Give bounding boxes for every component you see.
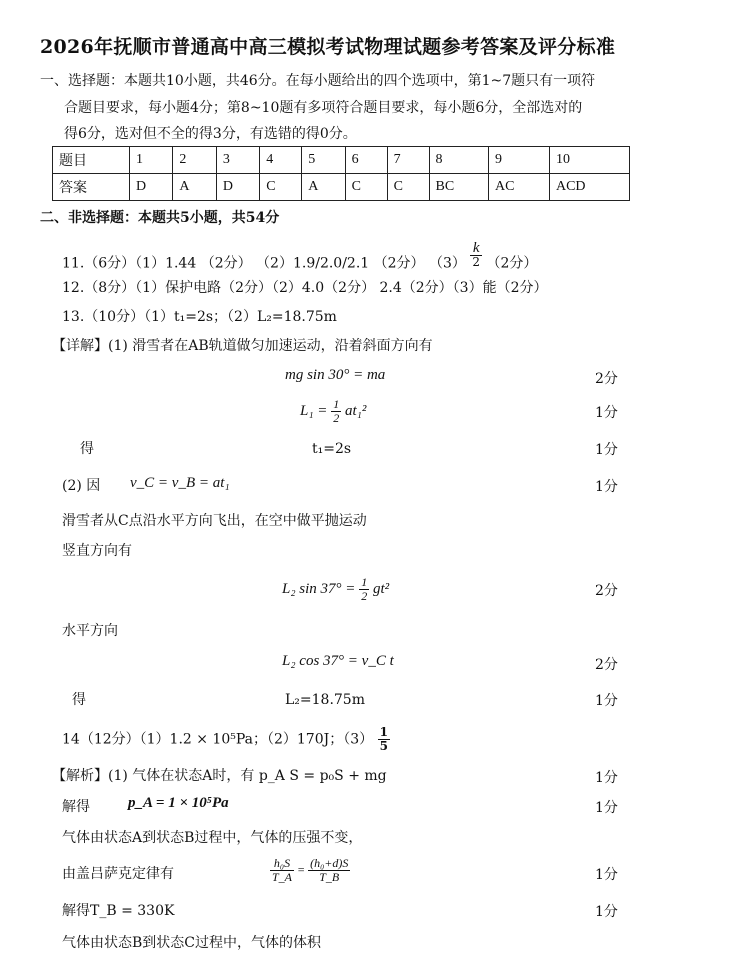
score: 2分 <box>595 371 618 387</box>
q13-eq2-num: 1 <box>333 397 340 411</box>
q13-eq3: t₁=2s <box>312 441 352 457</box>
table-head-answer: 答案 <box>53 174 130 201</box>
q11-frac-den: 2 <box>472 255 481 269</box>
q13-horizontal: 水平方向 <box>62 623 118 639</box>
q13-eq5-right: gt² <box>372 580 390 597</box>
q13-eq2-den: 2 <box>333 411 340 425</box>
q13-de-label: 得 <box>80 441 94 457</box>
q14-g-num1: h₀S <box>270 857 294 871</box>
score: 2分 <box>595 657 618 673</box>
q13-eq1: mg sin 30° = ma <box>285 367 386 383</box>
score: 1分 <box>595 770 618 786</box>
q14-gay-lussac: 由盖吕萨克定律有 <box>62 866 174 882</box>
q13-eq5-left: L₂ sin 37° = <box>282 580 356 597</box>
q11-answer <box>62 240 538 277</box>
table-cell: 6 <box>345 147 387 174</box>
table-cell: C <box>387 174 429 201</box>
q14-fraction <box>378 726 390 753</box>
table-cell: 4 <box>260 147 302 174</box>
table-cell: 5 <box>302 147 345 174</box>
score: 1分 <box>595 867 618 883</box>
q13-detail: 【详解】(1) 滑雪者在AB轨道做匀加速运动，沿着斜面方向有 <box>52 338 433 354</box>
table-cell: 9 <box>489 147 550 174</box>
q14-analysis: 【解析】(1) 气体在状态A时，有 p_A S = p₀S + mg <box>52 768 387 784</box>
q14-g-frac2 <box>308 857 350 884</box>
q13-eq7: L₂=18.75m <box>285 692 365 708</box>
table-cell: 1 <box>129 147 172 174</box>
q14-tb: 解得T_B = 330K <box>62 903 175 919</box>
table-cell: D <box>216 174 259 201</box>
section1-line3: 得6分，选对但不全的得3分，有选错的得0分。 <box>64 126 357 142</box>
q13-eq5 <box>282 576 389 603</box>
q14-last-line: 气体由状态B到状态C过程中，气体的体积 <box>62 935 321 951</box>
score: 1分 <box>595 442 618 458</box>
table-cell: 2 <box>173 147 216 174</box>
table-cell: AC <box>489 174 550 201</box>
table-cell: 10 <box>549 147 629 174</box>
score: 1分 <box>595 693 618 709</box>
q13-eq4: v_C = v_B = at₁ <box>130 475 230 491</box>
q13-eq2 <box>300 398 366 425</box>
q13-eq5-den: 2 <box>361 589 368 603</box>
score: 1分 <box>595 479 618 495</box>
table-cell: 8 <box>429 147 489 174</box>
score: 2分 <box>595 583 618 599</box>
score: 1分 <box>595 800 618 816</box>
q11-text: 11.（6分）（1）1.44 （2分） （2）1.9/2.0/2.1 （2分） （3） <box>62 255 466 272</box>
q14-solve-label: 解得 <box>62 799 90 815</box>
q13-eq5-fraction <box>359 576 369 603</box>
q13-de2-label: 得 <box>72 692 86 708</box>
q14-g-den2: T_B <box>319 870 340 884</box>
q13-vertical: 竖直方向有 <box>62 543 132 559</box>
q11-frac-num: k <box>470 242 482 256</box>
q14-frac-den: 5 <box>379 739 388 753</box>
table-row-numbers <box>53 147 630 174</box>
q13-eq2-right: at₁² <box>344 402 367 419</box>
section1-line1: 一、选择题：本题共10小题，共46分。在每小题给出的四个选项中，第1~7题只有一项符 <box>40 73 596 89</box>
smudge-overlay <box>330 925 420 955</box>
q13-line-c: 滑雪者从C点沿水平方向飞出，在空中做平抛运动 <box>62 513 367 529</box>
q14-g-eq: = <box>297 862 306 877</box>
q13-eq2-left: L₁ = <box>300 402 328 419</box>
table-cell: C <box>260 174 302 201</box>
q13-head: 13.（10分）（1）t₁=2s；（2）L₂=18.75m <box>62 309 337 325</box>
q14-head <box>62 726 390 753</box>
q14-g-den1: T_A <box>272 870 293 884</box>
page-title: 2026年抚顺市普通高中高三模拟考试物理试题参考答案及评分标准 <box>40 36 616 58</box>
table-head-number: 题目 <box>53 147 130 174</box>
score: 1分 <box>595 405 618 421</box>
section1-line2: 合题目要求，每小题4分；第8~10题有多项符合题目要求，每小题6分，全部选对的 <box>64 100 583 116</box>
table-cell: BC <box>429 174 489 201</box>
q13-eq2-fraction <box>331 398 341 425</box>
table-cell: 7 <box>387 147 429 174</box>
q11-tail: （2分） <box>486 255 538 272</box>
answer-table <box>52 146 630 201</box>
table-row-answers <box>53 174 630 201</box>
q14-gay-lussac-eq <box>270 857 350 884</box>
q13-eq6: L₂ cos 37° = v_C t <box>282 653 394 669</box>
table-cell: 3 <box>216 147 259 174</box>
q14-head-text: 14（12分）（1）1.2 × 10⁵Pa；（2）170J；（3） <box>62 731 374 748</box>
q14-g-num2: (h₀+d)S <box>310 856 349 870</box>
q14-process: 气体由状态A到状态B过程中，气体的压强不变， <box>62 830 363 846</box>
q13-eq4-label: (2) 因 <box>62 478 101 494</box>
q14-g-frac1 <box>270 857 294 884</box>
table-cell: A <box>302 174 345 201</box>
q11-fraction <box>470 242 482 269</box>
table-cell: C <box>345 174 387 201</box>
q13-eq5-num: 1 <box>361 575 368 589</box>
score: 1分 <box>595 904 618 920</box>
q14-solve-eq: p_A = 1 × 10⁵Pa <box>128 795 229 811</box>
table-cell: A <box>173 174 216 201</box>
q12-answer: 12.（8分）（1）保护电路（2分）（2）4.0（2分） 2.4（2分）（3）能（2分） <box>62 280 548 296</box>
table-cell: D <box>129 174 172 201</box>
section2-header: 二、非选择题：本题共5小题，共54分 <box>40 210 280 226</box>
table-cell: ACD <box>549 174 629 201</box>
q14-frac-num: 1 <box>379 725 388 739</box>
